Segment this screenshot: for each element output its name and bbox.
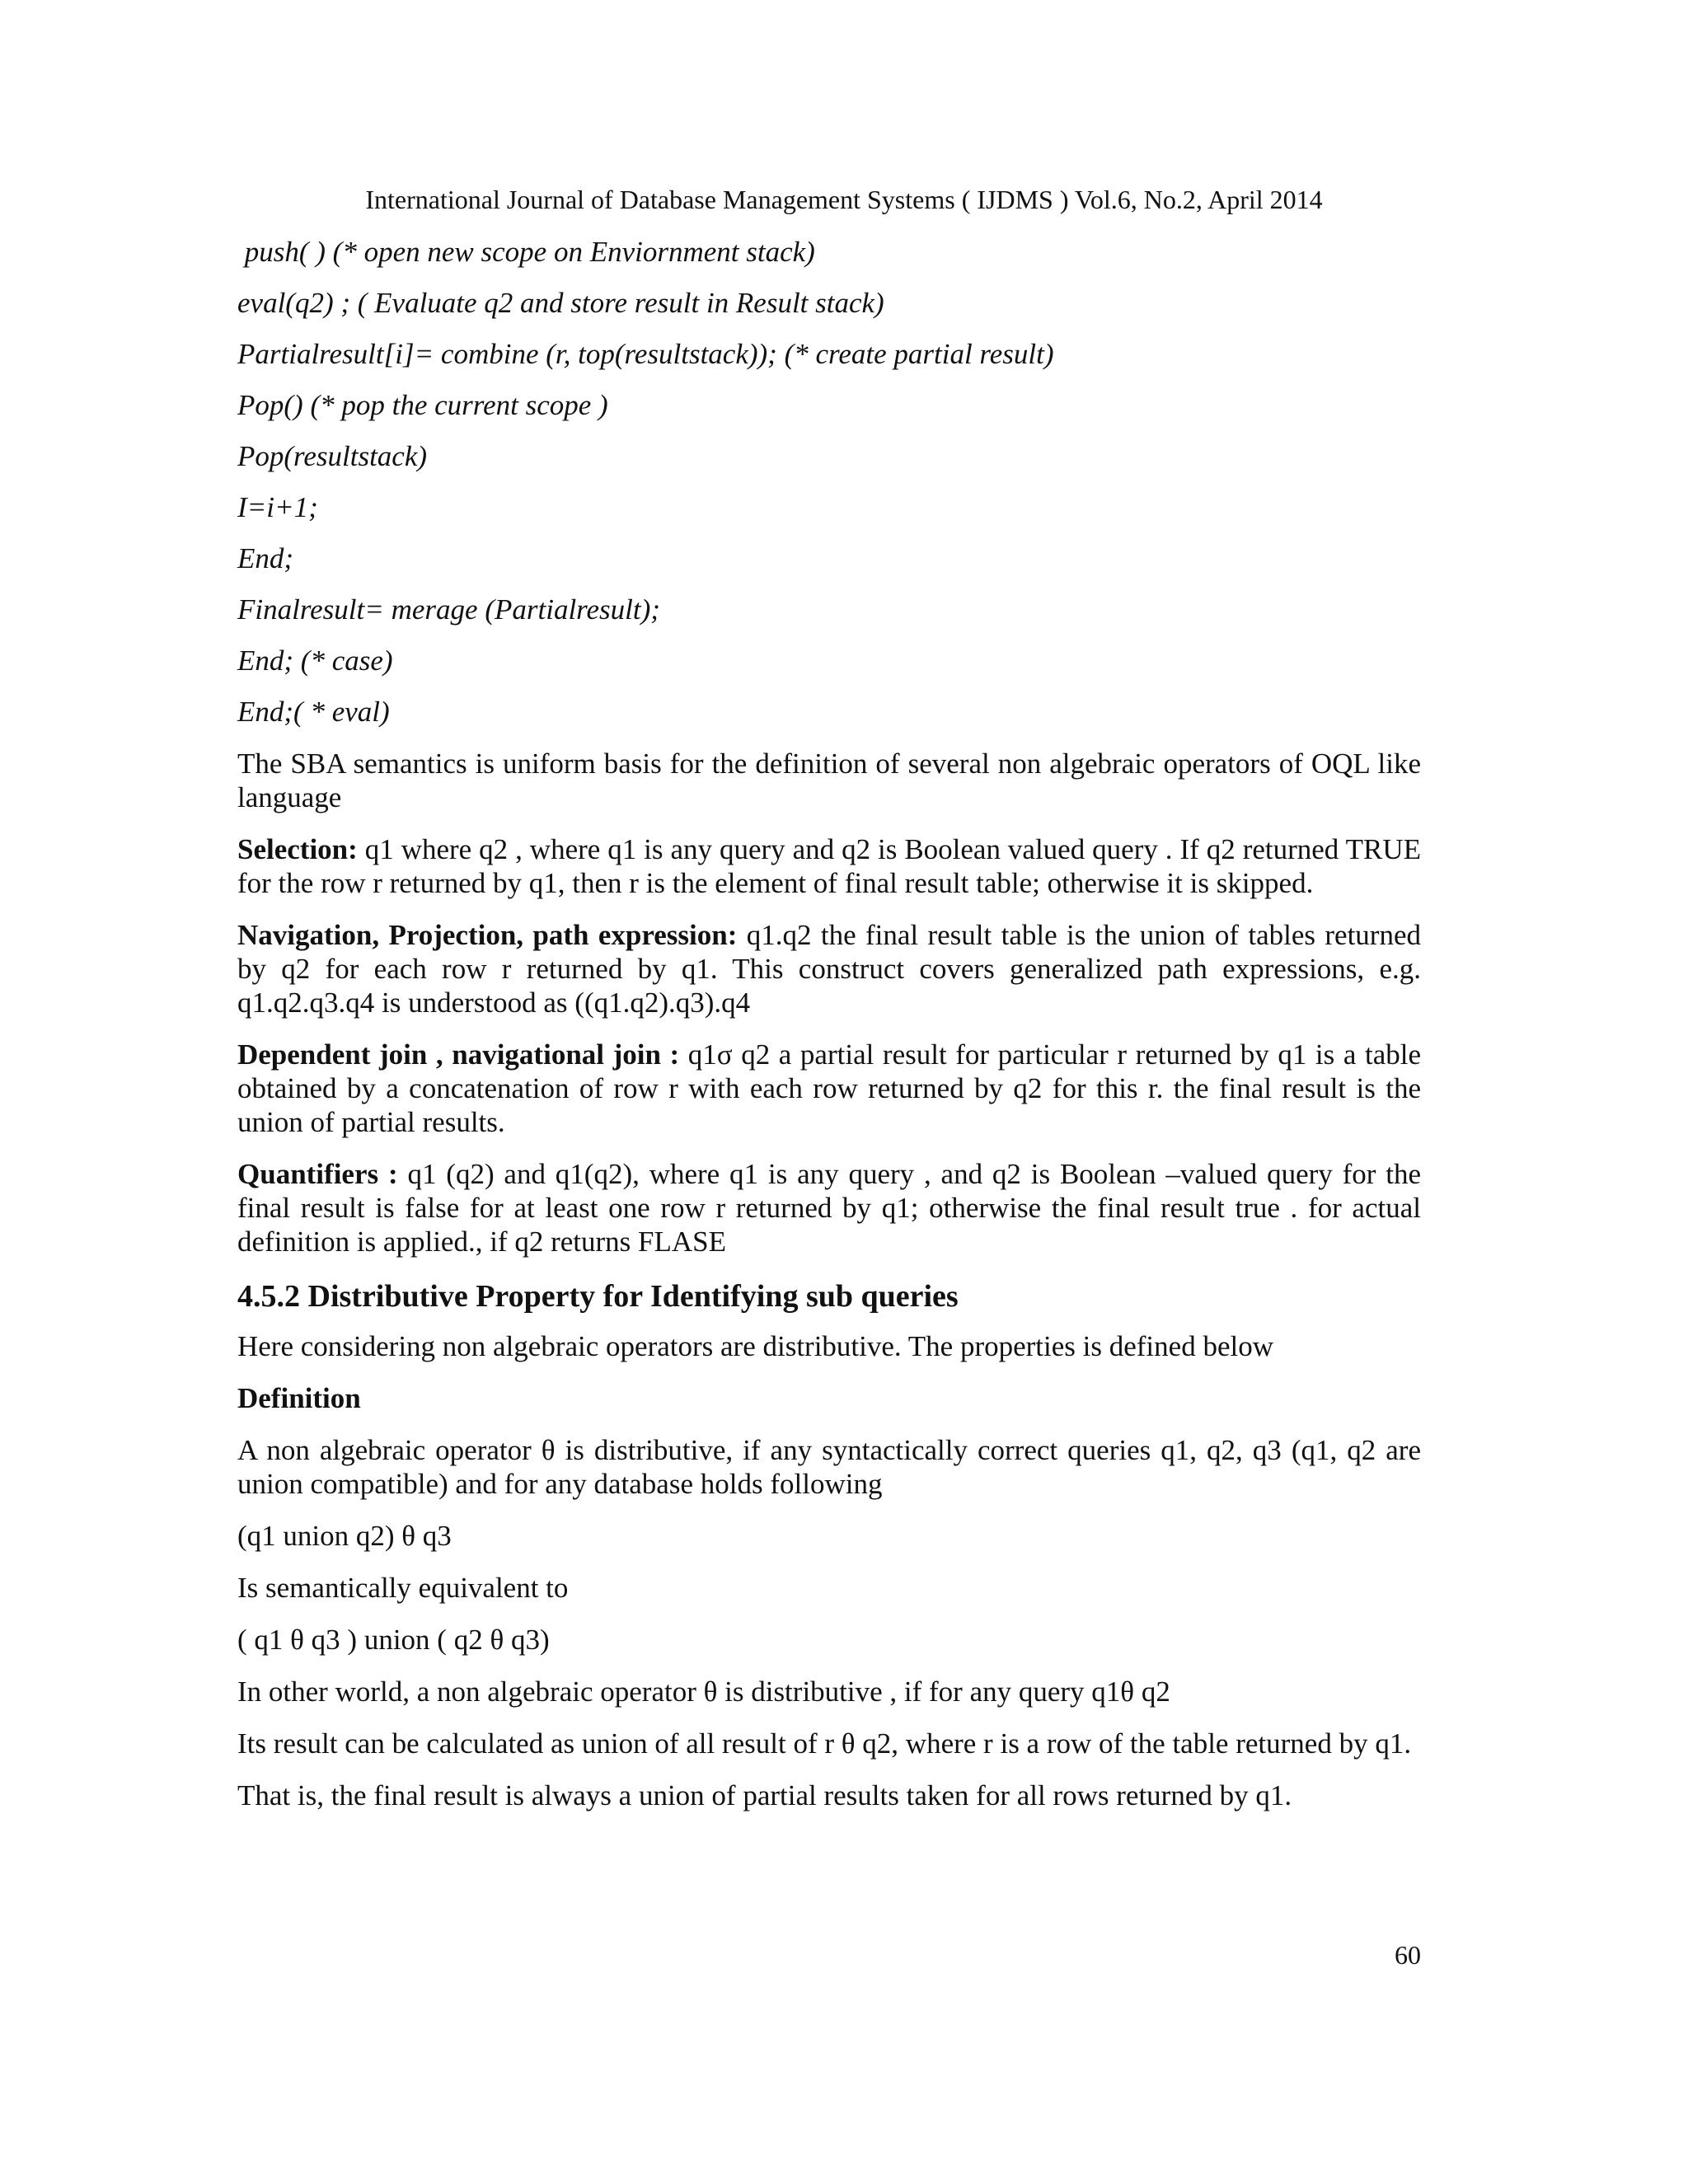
- operator-text: q1 (q2) and q1(q2), where q1 is any query , and q2 is Boolean –valued query for the final result is false for at least one row r returned by q1; otherwise the final result true . for actual definition is applied., if q2 returns FLASE: [237, 1158, 1422, 1258]
- code-line: push( ) (* open new scope on Enviornment stack): [237, 236, 815, 268]
- definition-paragraph: A non algebraic operator θ is distributive, if any syntactically correct queries q1, q2, q3 (q1, q2 are union compatible) and for any database holds following: [237, 1434, 1421, 1500]
- code-line: End;( * eval): [237, 696, 390, 728]
- operator-dependent-join: [237, 1038, 1421, 1139]
- code-block: [237, 236, 1421, 747]
- definition-formula: ( q1 θ q3 ) union ( q2 θ q3): [237, 1624, 550, 1656]
- operator-selection: [237, 832, 1421, 900]
- definition-heading: Definition: [237, 1382, 361, 1414]
- operator-text: q1σ q2 a partial result for particular r returned by q1 is a table obtained by a concatenation of row r with each row returned by q2 for this r. the final result is the union of partial results.: [237, 1038, 1421, 1138]
- code-line: Pop(resultstack): [237, 440, 428, 472]
- code-line: Partialresult[i]= combine (r, top(resultstack)); (* create partial result): [237, 338, 1054, 370]
- operator-term: Dependent join , navigational join :: [237, 1038, 680, 1071]
- operator-term: Quantifiers :: [237, 1158, 398, 1190]
- operator-term: Selection:: [237, 833, 358, 865]
- page-number: 60: [1395, 1940, 1421, 1970]
- code-line: Pop() (* pop the current scope ): [237, 389, 608, 421]
- code-line: End; (* case): [237, 644, 393, 677]
- operator-text: q1.q2 the final result table is the union of tables returned by q2 for each row r returned by q1. This construct covers generalized path expressions, e.g. q1.q2.q3.q4 is understood as ((q1.q2).q3).q4: [237, 919, 1421, 1019]
- operator-navigation: [237, 918, 1421, 1019]
- definition-paragraph: That is, the final result is always a union of partial results taken for all rows returned by q1.: [237, 1779, 1292, 1811]
- code-line: End;: [237, 542, 294, 574]
- definition-paragraph: Its result can be calculated as union of all result of r θ q2, where r is a row of the table returned by q1.: [237, 1727, 1412, 1760]
- definition-paragraph: Is semantically equivalent to: [237, 1572, 569, 1604]
- operator-term: Navigation, Projection, path expression:: [237, 919, 738, 951]
- journal-header: International Journal of Database Management Systems ( IJDMS ) Vol.6, No.2, April 2014: [365, 185, 1323, 214]
- definition-formula: (q1 union q2) θ q3: [237, 1520, 452, 1552]
- operator-text: q1 where q2 , where q1 is any query and q2 is Boolean valued query . If q2 returned TRUE for the row r returned by q1, then r is the element of final result table; otherwise it is skipped.: [237, 833, 1421, 899]
- page-content: [237, 236, 1421, 1830]
- definition-paragraph: In other world, a non algebraic operator θ is distributive , if for any query q1θ q2: [237, 1675, 1170, 1708]
- code-line: I=i+1;: [237, 491, 318, 523]
- code-line: eval(q2) ; ( Evaluate q2 and store result in Result stack): [237, 287, 884, 319]
- intro-paragraph: The SBA semantics is uniform basis for the definition of several non algebraic operators of OQL like language: [237, 748, 1421, 813]
- operator-quantifiers: [237, 1157, 1421, 1258]
- section-heading: 4.5.2 Distributive Property for Identifying sub queries: [237, 1279, 959, 1314]
- section-intro: Here considering non algebraic operators are distributive. The properties is defined below: [237, 1330, 1273, 1362]
- code-line: Finalresult= merage (Partialresult);: [237, 593, 660, 626]
